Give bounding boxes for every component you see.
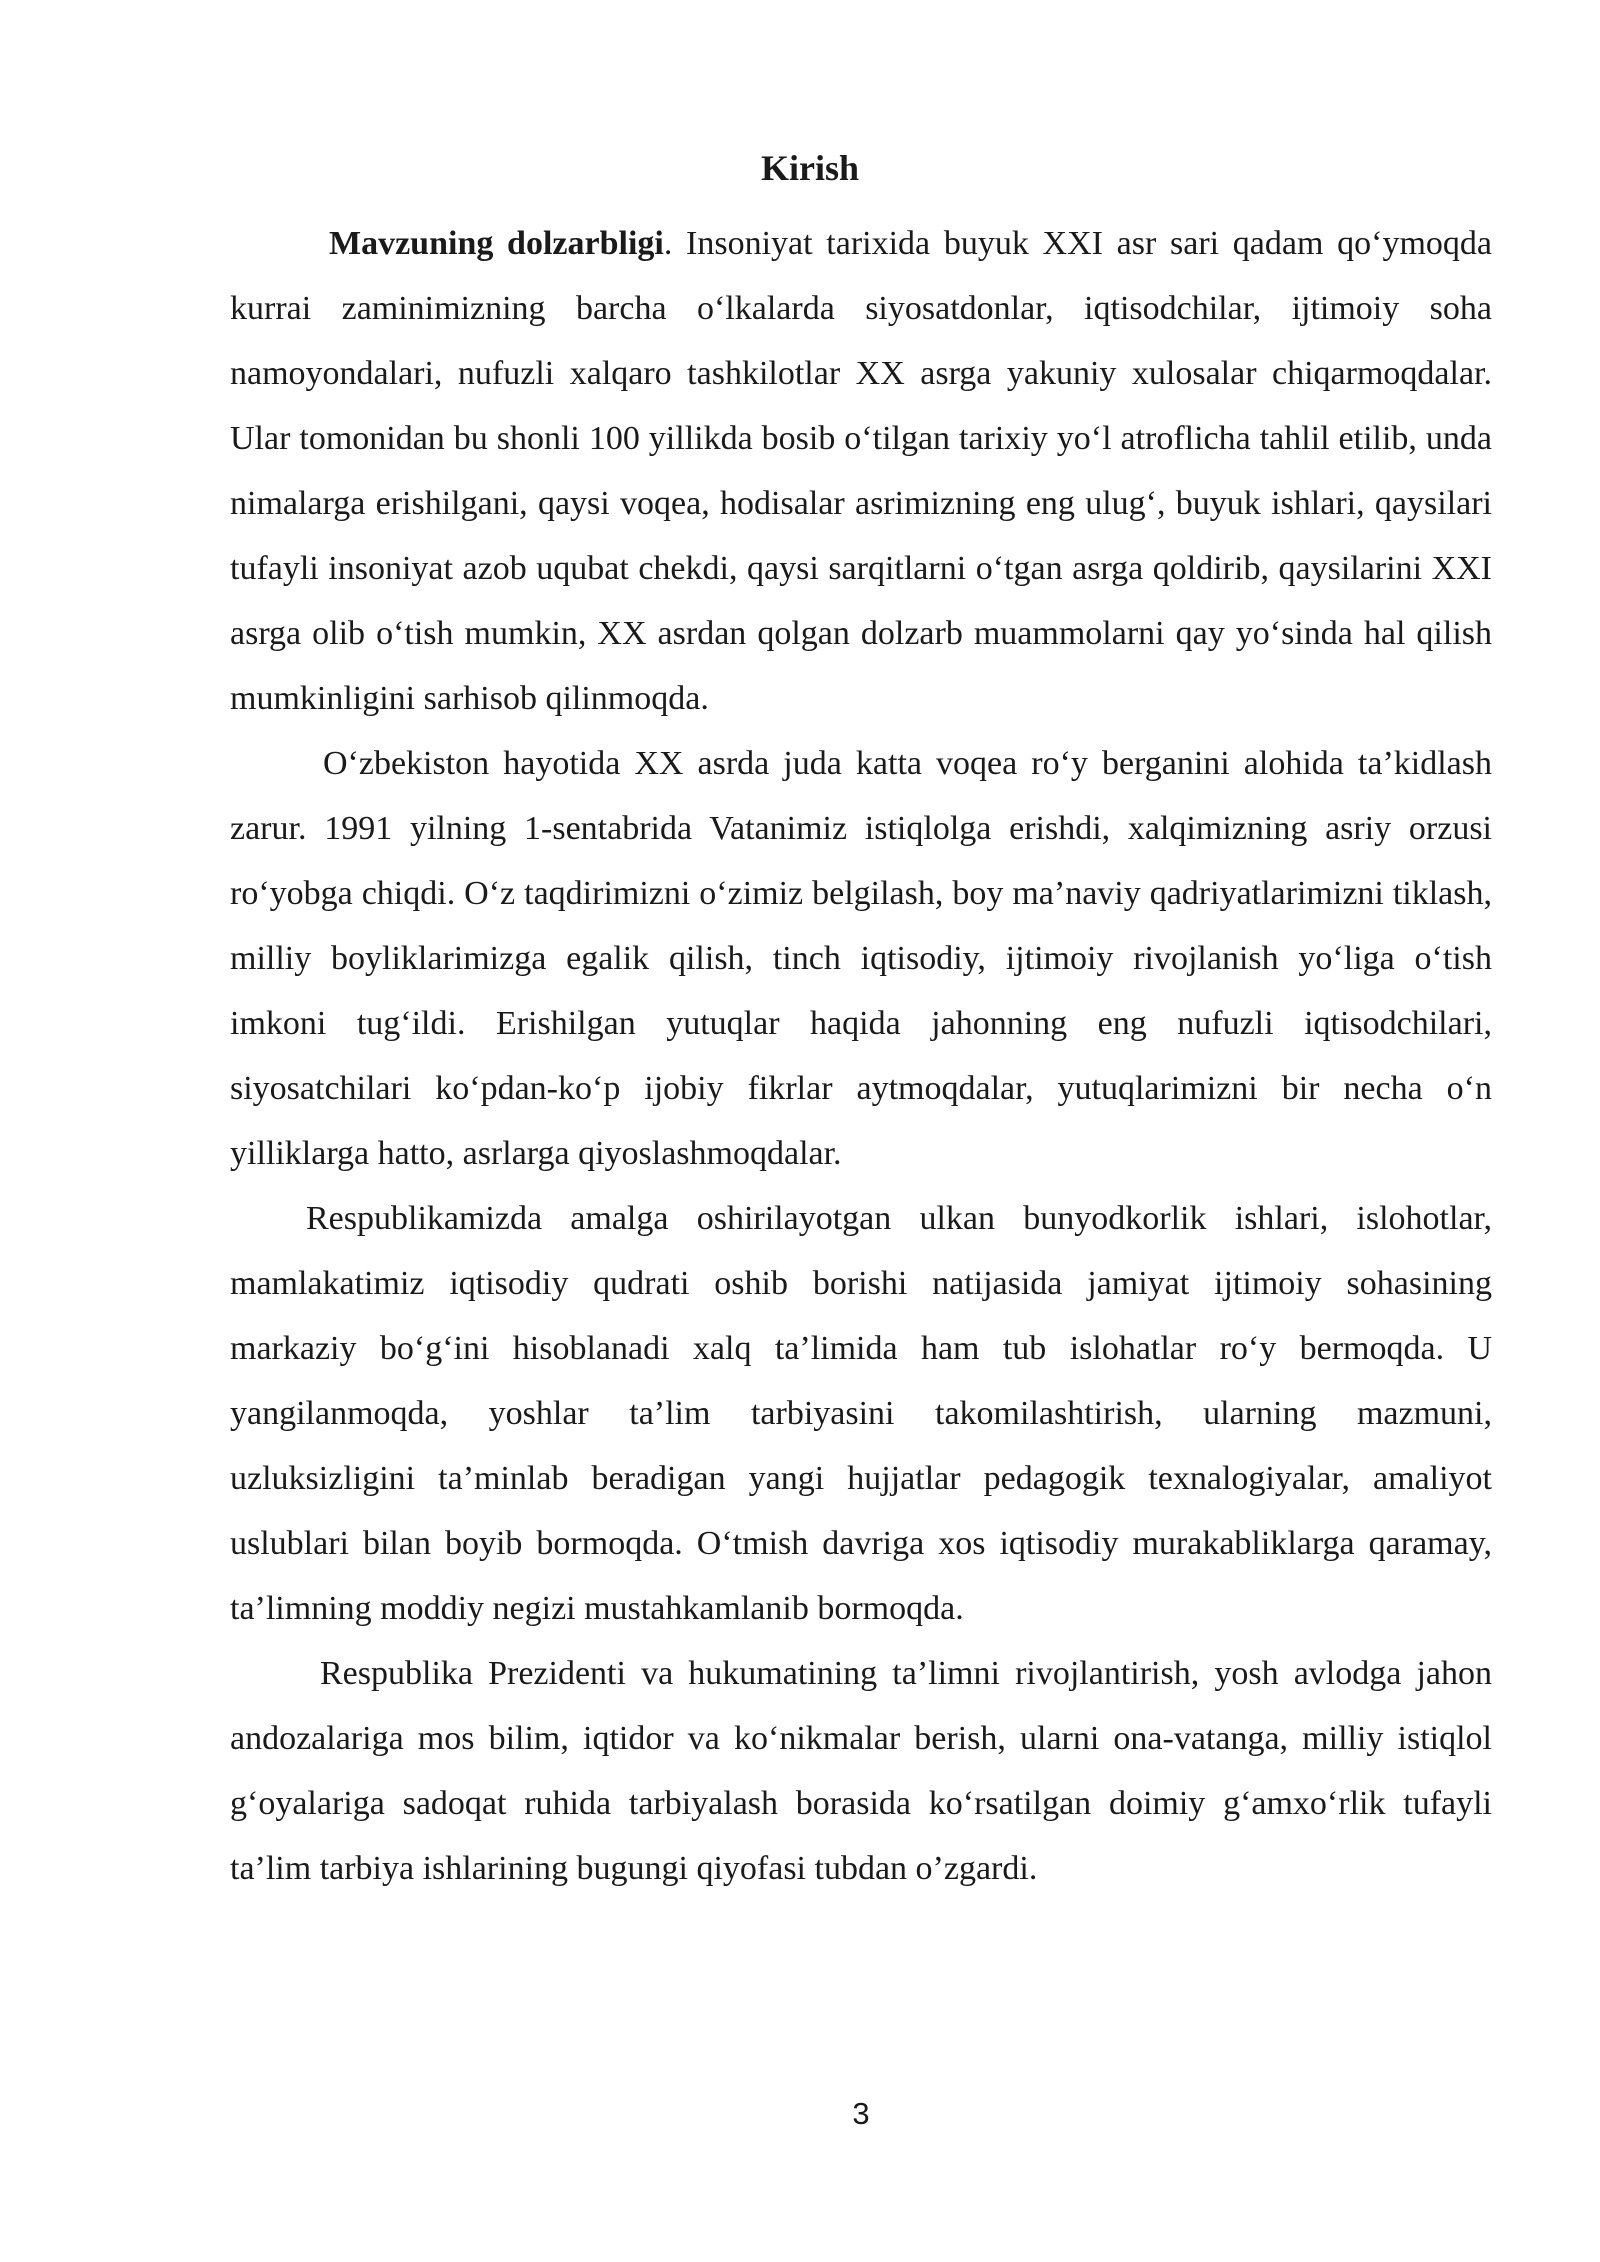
page-number: 3: [852, 2096, 870, 2131]
paragraph-text: . Insoniyat tarixida buyuk XXI asr sari qadam qo‘ymoqda kurrai zaminimizning barcha o‘lkalarda siyosatdonlar, iqtisodchilar, ijtimoiy soha namoyondalari, nufuzli xalqaro tashkilotlar XX asrga yakuniy xulosalar chiqarmoqdalar. Ular tomonidan bu shonli 100 yillikda bosib o‘tilgan tarixiy yo‘l atroflicha tahlil etilib, unda nimalarga erishilgani, qaysi voqea, hodisalar asrimizning eng ulug‘, buyuk ishlari, qaysilari tufayli insoniyat azob uqubat chekdi, qaysi sarqitlarni o‘tgan asrga qoldirib, qaysilarini XXI asrga olib o‘tish mumkin, XX asrdan qolgan dolzarb muammolarni qay yo‘sinda hal qilish mumkinligini sarhisob qilinmoqda.: [230, 225, 1492, 717]
paragraph-1: [230, 211, 1492, 731]
paragraph-4: [230, 1641, 1492, 1901]
section-heading: Kirish: [760, 148, 859, 188]
paragraph-2: [230, 731, 1492, 1186]
paragraph-text: Respublikamizda amalga oshirilayotgan ulkan bunyodkorlik ishlari, islohotlar, mamlakatimiz iqtisodiy qudrati oshib borishi natijasida jamiyat ijtimoiy sohasining markaziy bo‘g‘ini hisoblanadi xalq ta’limida ham tub islohatlar ro‘y bermoqda. U yangilanmoqda, yoshlar ta’lim tarbiyasini takomilashtirish, ularning mazmuni, uzluksizligini ta’minlab beradigan yangi hujjatlar pedagogik texnalogiyalar, amaliyot uslublari bilan boyib bormoqda. O‘tmish davriga xos iqtisodiy murakabliklarga qaramay, ta’limning moddiy negizi mustahkamlanib bormoqda.: [230, 1200, 1492, 1627]
paragraph-lead: Mavzuning dolzarbligi: [329, 225, 664, 262]
paragraph-text: O‘zbekiston hayotida XX asrda juda katta voqea ro‘y berganini alohida ta’kidlash zarur. 1991 yilning 1-sentabrida Vatanimiz istiqlolga erishdi, xalqimizning asriy orzusi ro‘yobga chiqdi. O‘z taqdirimizni o‘zimiz belgilash, boy ma’naviy qadriyatlarimizni tiklash, milliy boyliklarimizga egalik qilish, tinch iqtisodiy, ijtimoiy rivojlanish yo‘liga o‘tish imkoni tug‘ildi. Erishilgan yutuqlar haqida jahonning eng nufuzli iqtisodchilari, siyosatchilari ko‘pdan-ko‘p ijobiy fikrlar aytmoqdalar, yutuqlarimizni bir necha o‘n yilliklarga hatto, asrlarga qiyoslashmoqdalar.: [230, 745, 1492, 1172]
paragraph-3: [230, 1186, 1492, 1641]
document-body: [230, 211, 1492, 1901]
paragraph-text: Respublika Prezidenti va hukumatining ta’limni rivojlantirish, yosh avlodga jahon andozalariga mos bilim, iqtidor va ko‘nikmalar berish, ularni ona-vatanga, milliy istiqlol g‘oyalariga sadoqat ruhida tarbiyalash borasida ko‘rsatilgan doimiy g‘amxo‘rlik tufayli ta’lim tarbiya ishlarining bugungi qiyofasi tubdan o’zgardi.: [230, 1655, 1492, 1887]
